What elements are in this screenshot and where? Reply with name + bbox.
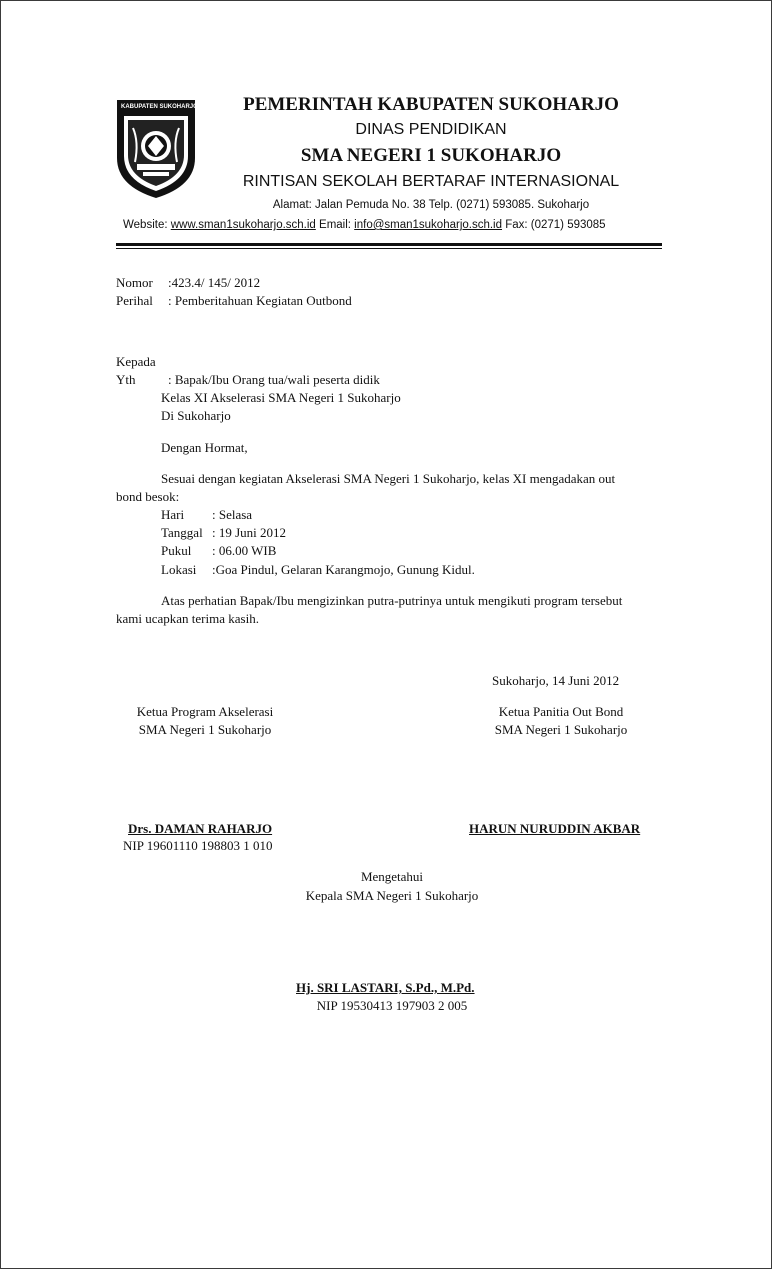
right-signer-title1: Ketua Panitia Out Bond: [498, 704, 624, 719]
website-label: Website:: [123, 219, 171, 231]
perihal-value: : Pemberitahuan Kegiatan Outbond: [168, 293, 352, 308]
closing-line2: kami ucapkan terima kasih.: [116, 611, 259, 626]
yth-label: Yth: [116, 372, 136, 387]
emblem-label: KABUPATEN SUKOHARJO: [121, 104, 198, 110]
nomor-value: :423.4/ 145/ 2012: [168, 275, 261, 290]
detail-tanggal-value: : 19 Juni 2012: [212, 525, 287, 540]
letterhead-rule-thick: [116, 243, 662, 246]
left-signer-title2: SMA Negeri 1 Sukoharjo: [138, 722, 272, 737]
detail-lokasi-label: Lokasi: [161, 562, 197, 577]
right-signer-name: HARUN NURUDDIN AKBAR: [469, 821, 641, 836]
greeting: Dengan Hormat,: [161, 440, 248, 455]
nomor-label: Nomor: [116, 275, 153, 290]
letterhead-government: PEMERINTAH KABUPATEN SUKOHARJO: [243, 94, 619, 115]
detail-lokasi-value: :Goa Pindul, Gelaran Karangmojo, Gunung Kidul.: [212, 562, 475, 577]
left-signer-title1: Ketua Program Akselerasi: [136, 704, 274, 719]
fax-text: Fax: (0271) 593085: [502, 219, 606, 231]
detail-hari-label: Hari: [161, 507, 185, 522]
recipient-line2: Kelas XI Akselerasi SMA Negeri 1 Sukoharjo: [161, 390, 401, 405]
right-signer-title2: SMA Negeri 1 Sukoharjo: [494, 722, 628, 737]
letterhead-program: RINTISAN SEKOLAH BERTARAF INTERNASIONAL: [242, 173, 620, 190]
recipient-line1: : Bapak/Ibu Orang tua/wali peserta didik: [168, 372, 380, 387]
detail-pukul-value: : 06.00 WIB: [212, 543, 277, 558]
letterhead-address: Alamat: Jalan Pemuda No. 38 Telp. (0271) 593085. Sukoharjo: [272, 199, 590, 211]
paragraph1-line1: Sesuai dengan kegiatan Akselerasi SMA Negeri 1 Sukoharjo, kelas XI mengadakan out: [161, 471, 616, 486]
letterhead-rule-thin: [116, 248, 662, 249]
detail-pukul-label: Pukul: [161, 543, 192, 558]
left-signer-nip: NIP 19601110 198803 1 010: [123, 838, 273, 853]
website-link[interactable]: www.sman1sukoharjo.sch.id: [170, 219, 316, 231]
letterhead-school: SMA NEGERI 1 SUKOHARJO: [300, 145, 562, 166]
email-link[interactable]: info@sman1sukoharjo.sch.id: [354, 219, 503, 231]
center-signer-title1: Mengetahui: [360, 869, 424, 884]
left-signer-name: Drs. DAMAN RAHARJO: [128, 821, 273, 836]
center-signer-nip: NIP 19530413 197903 2 005: [316, 998, 468, 1013]
kepada-label: Kepada: [116, 354, 156, 369]
recipient-line3: Di Sukoharjo: [161, 408, 231, 423]
detail-hari-value: : Selasa: [212, 507, 253, 522]
letterhead-department: DINAS PENDIDIKAN: [355, 121, 507, 138]
center-signer-title2: Kepala SMA Negeri 1 Sukoharjo: [305, 888, 479, 903]
letterhead-contact: [123, 219, 606, 231]
detail-tanggal-label: Tanggal: [161, 525, 203, 540]
email-label: Email:: [315, 219, 355, 231]
center-signer-name: Hj. SRI LASTARI, S.Pd., M.Pd.: [296, 980, 475, 995]
closing-line1: Atas perhatian Bapak/Ibu mengizinkan putra-putrinya untuk mengikuti program tersebut: [161, 593, 623, 608]
paragraph1-line2: bond besok:: [116, 489, 180, 504]
place-date: Sukoharjo, 14 Juni 2012: [492, 673, 620, 688]
perihal-label: Perihal: [116, 293, 153, 308]
